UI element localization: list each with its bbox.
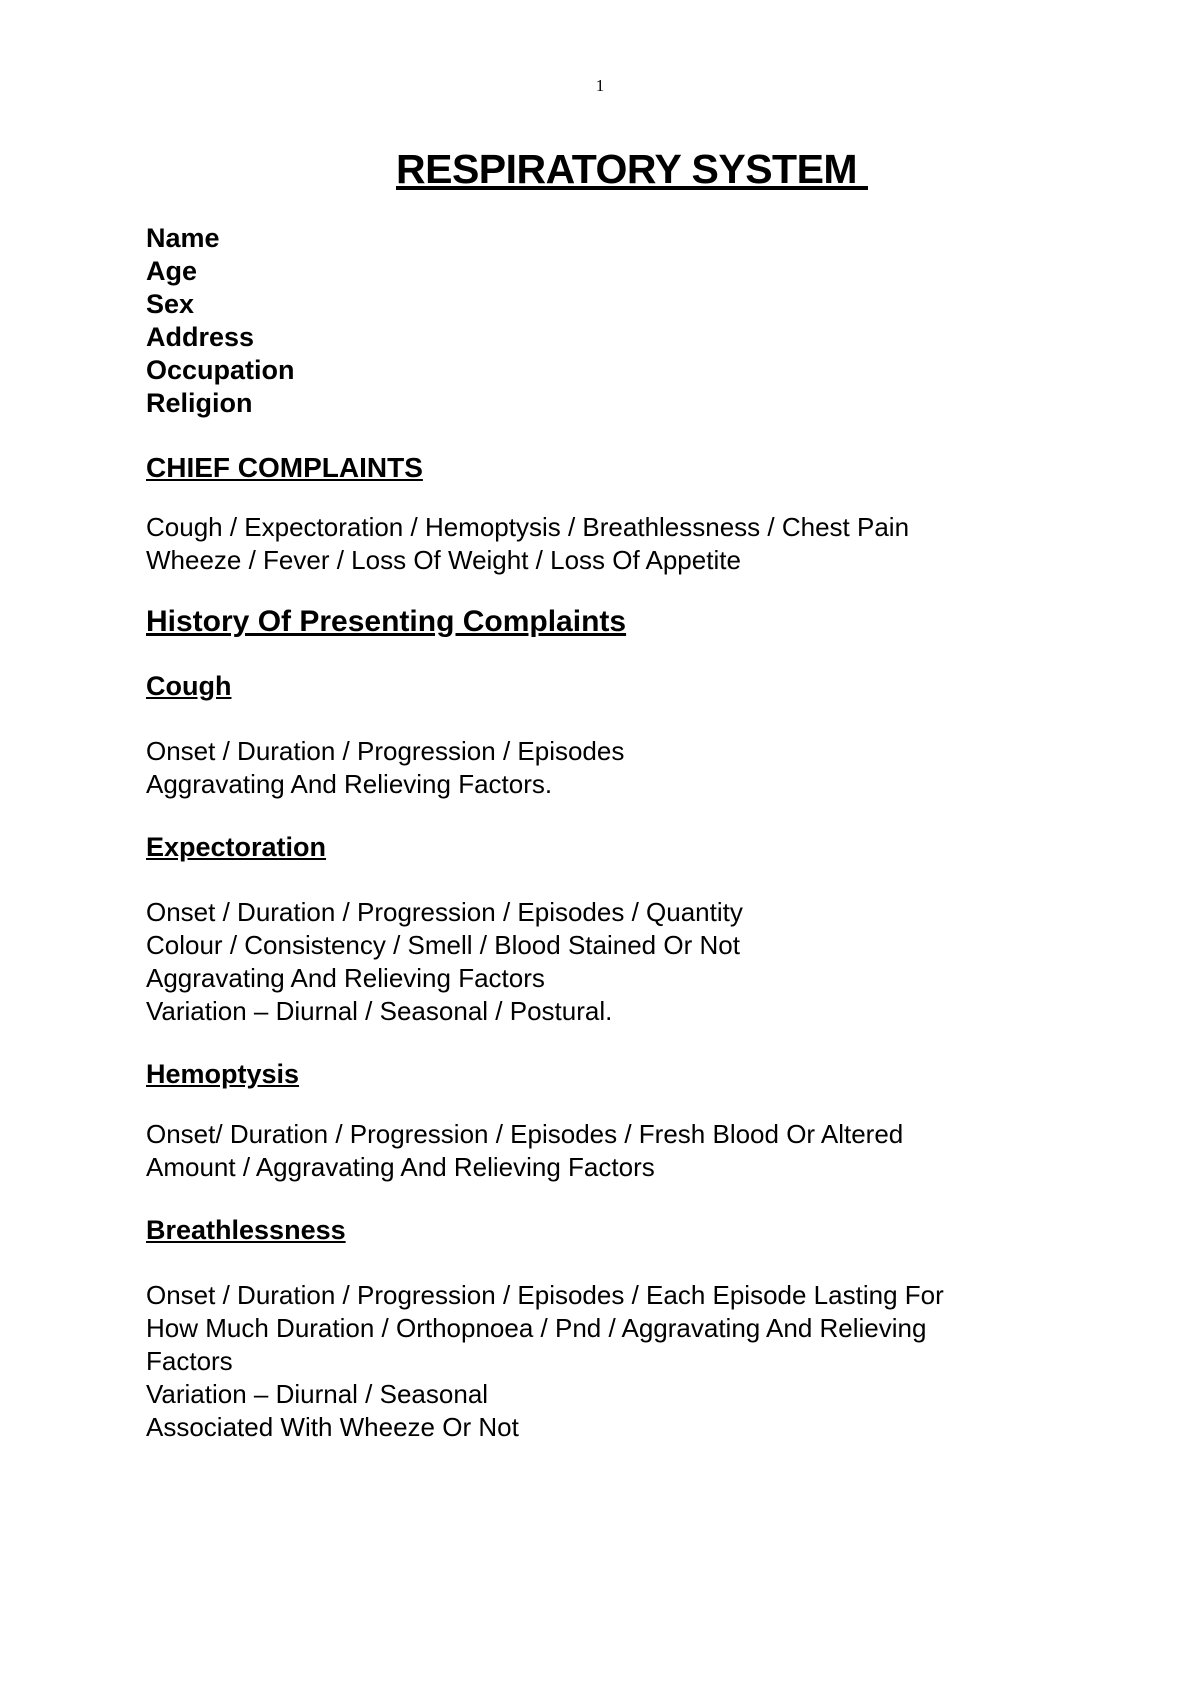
text-line: Aggravating And Relieving Factors.: [146, 769, 553, 799]
text-line: Variation – Diurnal / Seasonal: [146, 1379, 489, 1409]
field-age: Age: [146, 256, 198, 286]
chief-complaints-heading: CHIEF COMPLAINTS: [146, 452, 423, 483]
text-line: How Much Duration / Orthopnoea / Pnd / Aggravating And Relieving: [146, 1313, 927, 1343]
cough-section: [146, 670, 1046, 801]
text-line: Onset / Duration / Progression / Episodes / Each Episode Lasting For: [146, 1280, 944, 1310]
page-title: RESPIRATORY SYSTEM: [396, 146, 868, 192]
section-title: Cough: [146, 671, 232, 701]
text-line: Factors: [146, 1346, 233, 1376]
chief-complaints-text: [146, 511, 1046, 577]
text-line: Cough / Expectoration / Hemoptysis / Breathlessness / Chest Pain: [146, 512, 910, 542]
field-occupation: Occupation: [146, 355, 295, 385]
field-address: Address: [146, 322, 255, 352]
text-line: Onset / Duration / Progression / Episodes: [146, 736, 625, 766]
text-line: Colour / Consistency / Smell / Blood Stained Or Not: [146, 930, 740, 960]
section-text: [146, 896, 1046, 1028]
hemoptysis-section: [146, 1058, 1046, 1184]
text-line: Onset / Duration / Progression / Episodes / Quantity: [146, 897, 743, 927]
text-line: Amount / Aggravating And Relieving Factors: [146, 1152, 655, 1182]
section-text: [146, 1279, 1046, 1444]
text-line: Associated With Wheeze Or Not: [146, 1412, 519, 1442]
field-religion: Religion: [146, 388, 253, 418]
field-sex: Sex: [146, 289, 195, 319]
text-line: Variation – Diurnal / Seasonal / Postural.: [146, 996, 613, 1026]
text-line: Aggravating And Relieving Factors: [146, 963, 545, 993]
document-body: [146, 222, 1046, 1444]
section-title: Breathlessness: [146, 1215, 346, 1245]
text-line: Onset/ Duration / Progression / Episodes / Fresh Blood Or Altered: [146, 1119, 904, 1149]
section-text: [146, 735, 1046, 801]
text-line: Wheeze / Fever / Loss Of Weight / Loss Of Appetite: [146, 545, 741, 575]
section-title: Expectoration: [146, 832, 327, 862]
page-number: 1: [595, 76, 605, 95]
section-text: [146, 1118, 1046, 1184]
section-title: Hemoptysis: [146, 1059, 300, 1089]
field-name: Name: [146, 223, 220, 253]
patient-fields: [146, 222, 1046, 420]
breathlessness-section: [146, 1214, 1046, 1444]
expectoration-section: [146, 831, 1046, 1028]
history-heading: History Of Presenting Complaints: [146, 605, 627, 638]
